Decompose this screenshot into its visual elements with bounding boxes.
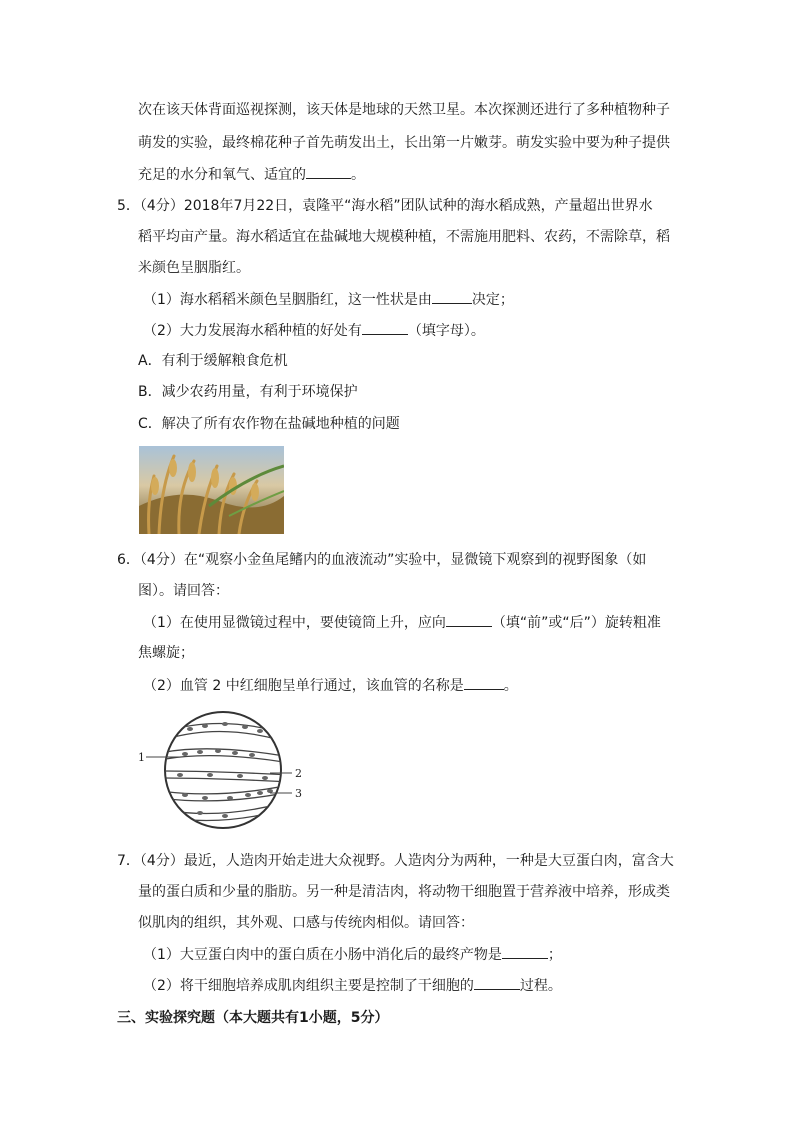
question-5-sub-2: （2）大力发展海水稻种植的好处有 （填字母）。: [143, 320, 485, 341]
question-5-sub-1: （1）海水稻稻米颜色呈胭脂红，这一性状是由 决定；: [143, 289, 514, 310]
question-5-stem-line-1: 5．（4分）2018年7月22日，袁隆平“海水稻”团队试种的海水稻成熟，产量超出世界水: [117, 198, 653, 214]
section-3-heading: 三、实验探究题（本大题共有1小题，5分）: [117, 1010, 389, 1026]
question-7-stem-line-2: 量的蛋白质和少量的脂肪。另一种是清洁肉，将动物干细胞置于营养液中培养，形成类: [138, 884, 670, 900]
sea-rice-photo: [139, 446, 284, 534]
diagram-label-3: 3: [295, 787, 302, 800]
question-4-continuation-line-2: 萌发的实验，最终棉花种子首先萌发出土，长出第一片嫩芽。萌发实验中要为种子提供: [138, 135, 670, 151]
diagram-label-1: 1: [138, 751, 145, 764]
question-5-option-c: C．解决了所有农作物在盐碱地种植的问题: [138, 416, 400, 432]
answer-blank: [362, 320, 408, 335]
answer-blank: [474, 975, 520, 990]
question-4-continuation-line-3: 充足的水分和氧气、适宜的 。: [138, 164, 365, 185]
question-5-option-b: B．减少农药用量，有利于环境保护: [138, 384, 358, 400]
question-5-stem-line-2: 稻平均亩产量。海水稻适宜在盐碱地大规模种植，不需施用肥料、农药，不需除草，稻: [138, 229, 670, 245]
question-5-stem-line-3: 米颜色呈胭脂红。: [138, 260, 250, 276]
question-5-option-a: A．有利于缓解粮食危机: [138, 353, 288, 369]
question-4-continuation-line-1: 次在该天体背面巡视探测，该天体是地球的天然卫星。本次探测还进行了多种植物种子: [138, 102, 670, 118]
question-6-sub-2: （2）血管 2 中红细胞呈单行通过，该血管的名称是 。: [143, 675, 518, 696]
question-6-stem-line-2: 图）。请回答：: [138, 583, 229, 599]
microscope-field-diagram: [130, 705, 310, 835]
question-6-stem-line-1: 6．（4分）在“观察小金鱼尾鳍内的血液流动”实验中，显微镜下观察到的视野图象（如: [117, 552, 647, 568]
question-7-sub-1: （1）大豆蛋白肉中的蛋白质在小肠中消化后的最终产物是 ；: [143, 944, 562, 965]
question-7-stem-line-3: 似肌肉的组织，其外观、口感与传统肉相似。请回答：: [138, 915, 474, 931]
question-6-sub-1-continuation: 焦螺旋；: [138, 645, 194, 661]
question-6-sub-1: （1）在使用显微镜过程中，要使镜筒上升，应向 （填“前”或“后”）旋转粗准: [143, 612, 661, 633]
answer-blank: [446, 612, 492, 627]
answer-blank: [306, 164, 351, 179]
answer-blank: [464, 675, 504, 690]
diagram-label-2: 2: [295, 767, 302, 780]
answer-blank: [432, 289, 472, 304]
answer-blank: [502, 944, 548, 959]
question-7-stem-line-1: 7．（4分）最近，人造肉开始走进大众视野。人造肉分为两种，一种是大豆蛋白肉，富含大: [117, 853, 674, 869]
question-7-sub-2: （2）将干细胞培养成肌肉组织主要是控制了干细胞的 过程。: [143, 975, 562, 996]
